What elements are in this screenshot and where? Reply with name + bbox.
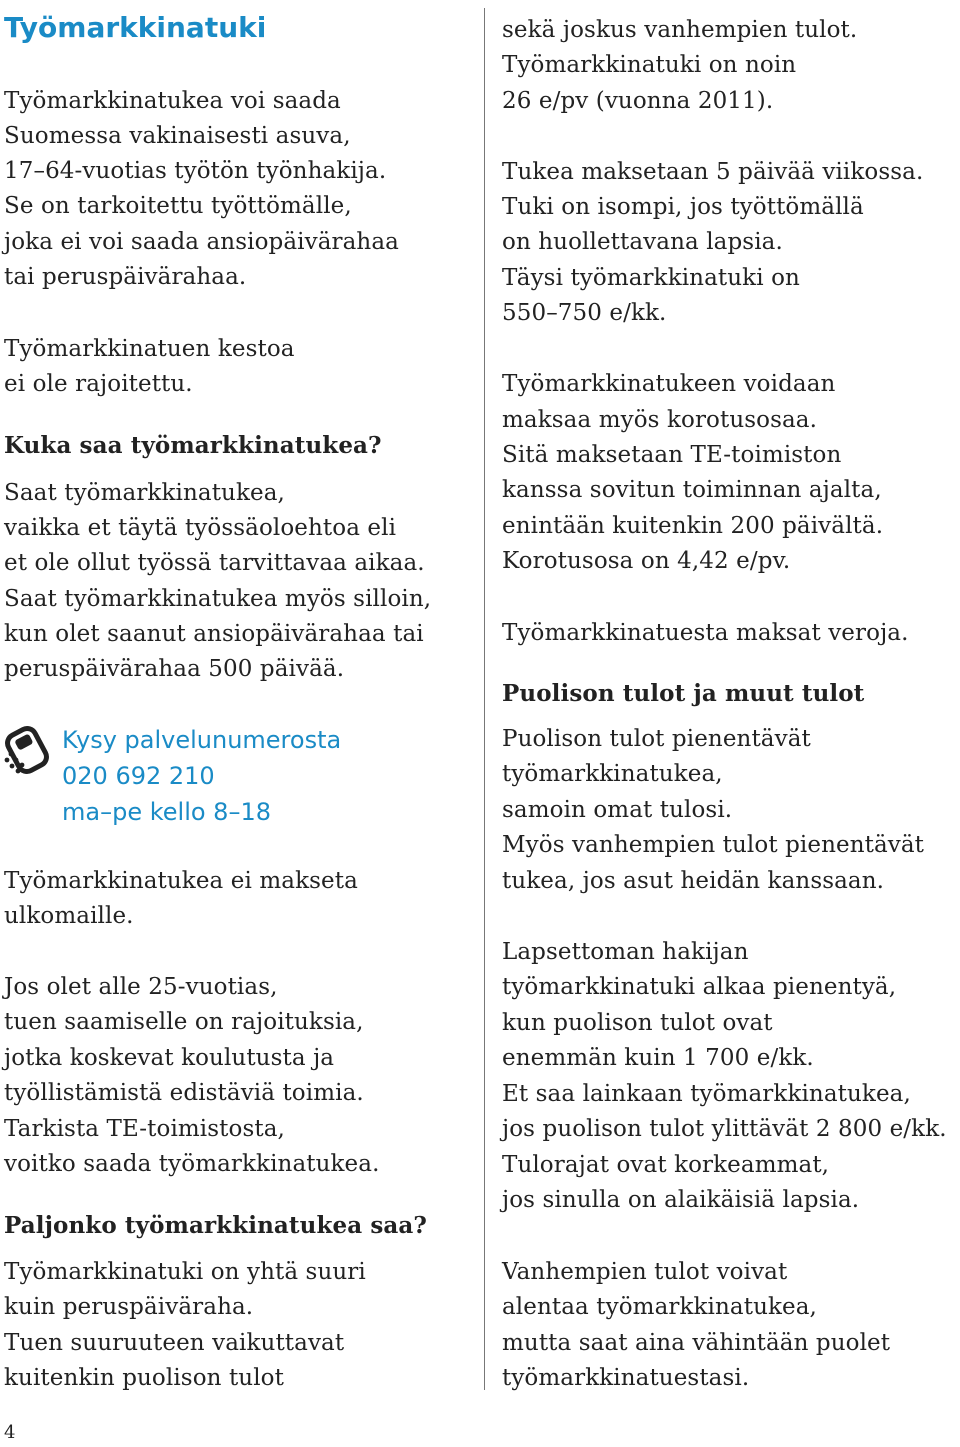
- text-line: Työmarkkinatukea ei makseta: [4, 868, 358, 894]
- text-line: vaikka et täytä työssäoloehtoa eli: [4, 515, 397, 541]
- text-line: jotka koskevat koulutusta ja: [4, 1045, 335, 1071]
- text-line: et ole ollut työssä tarvittavaa aikaa.: [4, 550, 425, 576]
- text-line: työmarkkinatukea,: [502, 761, 723, 787]
- text-line: ulkomaille.: [4, 903, 134, 929]
- text-line: voitko saada työmarkkinatukea.: [4, 1151, 380, 1177]
- text-line: Tulorajat ovat korkeammat,: [502, 1152, 830, 1178]
- section-heading-puolison-tulot: Puolison tulot ja muut tulot: [502, 680, 865, 707]
- section-heading-paljonko: Paljonko työmarkkinatukea saa?: [4, 1212, 427, 1239]
- text-line: ei ole rajoitettu.: [4, 371, 193, 397]
- text-line: 26 e/pv (vuonna 2011).: [502, 88, 774, 114]
- text-line: Työmarkkinatuki on yhtä suuri: [4, 1259, 366, 1285]
- text-line: Et saa lainkaan työmarkkinatukea,: [502, 1081, 911, 1107]
- text-line: kun olet saanut ansiopäivärahaa tai: [4, 621, 424, 647]
- text-line: Työmarkkinatukea voi saada: [4, 88, 341, 114]
- text-line: Täysi työmarkkinatuki on: [502, 265, 800, 291]
- section-heading-kuka: Kuka saa työmarkkinatukea?: [4, 432, 382, 459]
- text-line: enintään kuitenkin 200 päivältä.: [502, 513, 884, 539]
- phone-icon: [2, 724, 50, 776]
- text-line: Korotusosa on 4,42 e/pv.: [502, 548, 791, 574]
- text-line: Työmarkkinatuesta maksat veroja.: [502, 620, 909, 646]
- text-line: kanssa sovitun toiminnan ajalta,: [502, 477, 882, 503]
- callout-hours: ma–pe kello 8–18: [62, 798, 271, 826]
- text-line: kun puolison tulot ovat: [502, 1010, 773, 1036]
- text-line: kuin peruspäiväraha.: [4, 1294, 254, 1320]
- page-title: Työmarkkinatuki: [4, 11, 267, 44]
- text-line: Se on tarkoitettu työttömälle,: [4, 193, 352, 219]
- text-line: Lapsettoman hakijan: [502, 939, 749, 965]
- callout-text: Kysy palvelunumerosta: [62, 726, 342, 754]
- page-number: 4: [4, 1422, 16, 1443]
- text-line: Työmarkkinatuen kestoa: [4, 336, 295, 362]
- text-line: Tukea maksetaan 5 päivää viikossa.: [502, 159, 924, 185]
- text-line: jos sinulla on alaikäisiä lapsia.: [502, 1187, 860, 1213]
- text-line: joka ei voi saada ansiopäivärahaa: [4, 229, 399, 255]
- column-divider: [484, 8, 485, 1390]
- text-line: työmarkkinatuestasi.: [502, 1365, 750, 1391]
- text-line: Vanhempien tulot voivat: [502, 1259, 788, 1285]
- text-line: mutta saat aina vähintään puolet: [502, 1330, 891, 1356]
- text-line: työllistämistä edistäviä toimia.: [4, 1080, 364, 1106]
- text-line: Saat työmarkkinatukea,: [4, 480, 285, 506]
- text-line: on huollettavana lapsia.: [502, 229, 783, 255]
- text-line: peruspäivärahaa 500 päivää.: [4, 656, 345, 682]
- text-line: tukea, jos asut heidän kanssaan.: [502, 868, 885, 894]
- text-line: työmarkkinatuki alkaa pienentyä,: [502, 974, 897, 1000]
- text-line: tuen saamiselle on rajoituksia,: [4, 1009, 364, 1035]
- text-line: samoin omat tulosi.: [502, 797, 733, 823]
- text-line: Myös vanhempien tulot pienentävät: [502, 832, 925, 858]
- text-line: Tarkista TE-toimistosta,: [4, 1116, 285, 1142]
- text-line: tai peruspäivärahaa.: [4, 264, 247, 290]
- text-line: Työmarkkinatukeen voidaan: [502, 371, 836, 397]
- text-line: Saat työmarkkinatukea myös silloin,: [4, 586, 432, 612]
- text-line: Sitä maksetaan TE-toimiston: [502, 442, 842, 468]
- text-line: 550–750 e/kk.: [502, 300, 667, 326]
- text-line: 17–64-vuotias työtön työnhakija.: [4, 158, 387, 184]
- text-line: Suomessa vakinaisesti asuva,: [4, 123, 351, 149]
- text-line: enemmän kuin 1 700 e/kk.: [502, 1045, 814, 1071]
- text-line: Jos olet alle 25-vuotias,: [4, 974, 278, 1000]
- text-line: Tuki on isompi, jos työttömällä: [502, 194, 864, 220]
- text-line: jos puolison tulot ylittävät 2 800 e/kk.: [502, 1116, 947, 1142]
- text-line: sekä joskus vanhempien tulot.: [502, 17, 858, 43]
- callout-phone-number: 020 692 210: [62, 762, 215, 790]
- text-line: alentaa työmarkkinatukea,: [502, 1294, 817, 1320]
- text-line: kuitenkin puolison tulot: [4, 1365, 284, 1391]
- text-line: Työmarkkinatuki on noin: [502, 52, 797, 78]
- text-line: Tuen suuruuteen vaikuttavat: [4, 1330, 345, 1356]
- text-line: maksaa myös korotusosaa.: [502, 407, 818, 433]
- text-line: Puolison tulot pienentävät: [502, 726, 811, 752]
